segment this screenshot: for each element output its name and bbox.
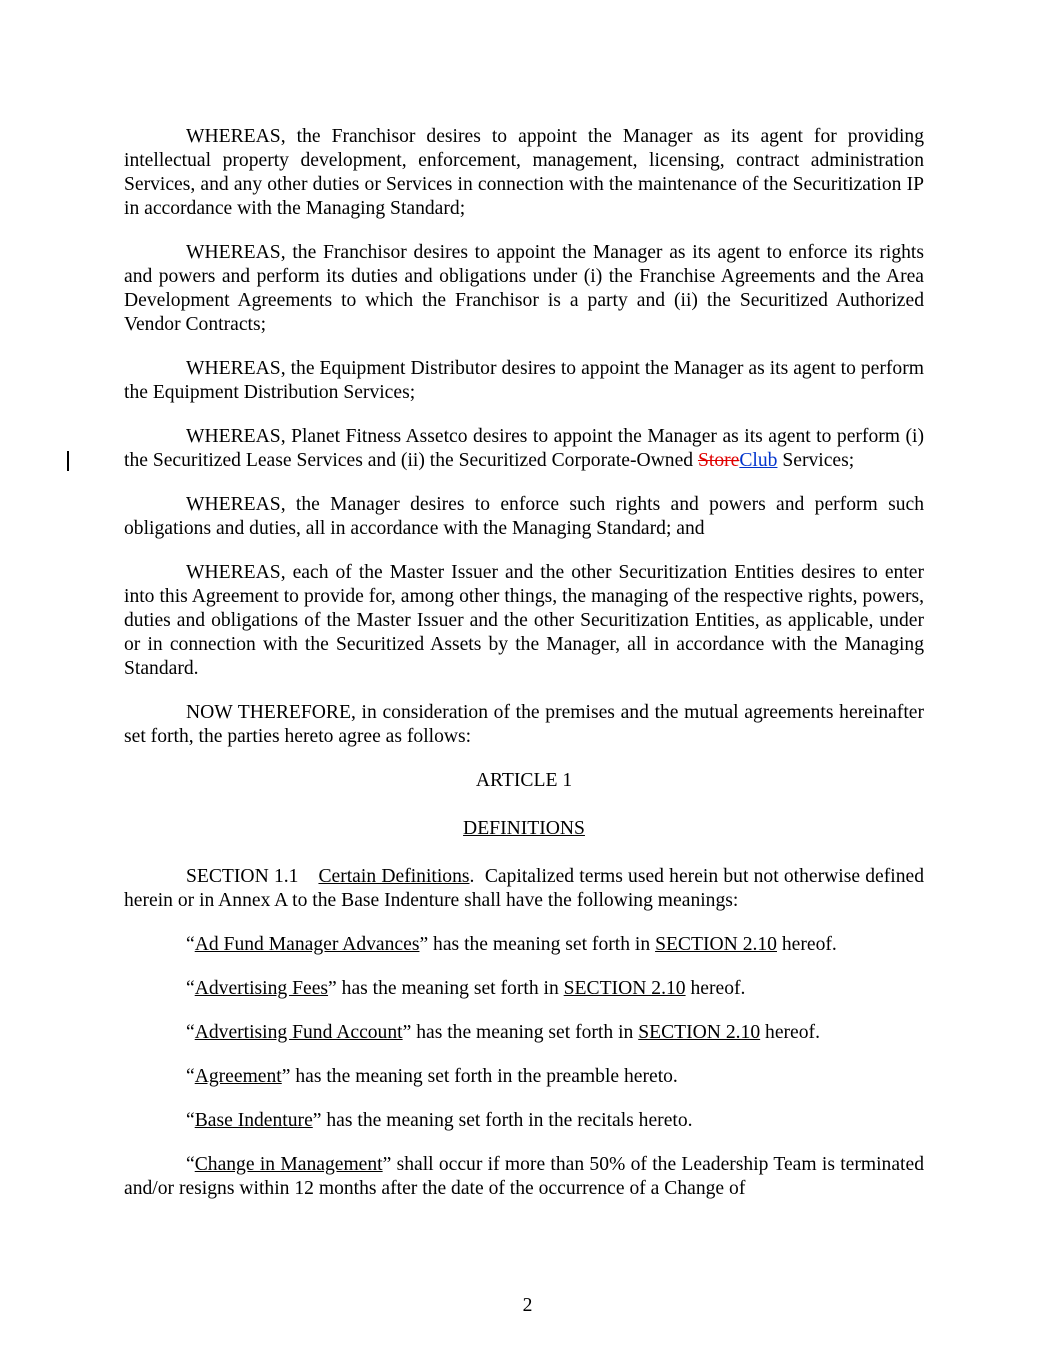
revision-change-bar [67,451,69,471]
open-quote: “ [186,1022,195,1043]
defined-term: Agreement [194,1066,282,1087]
section-text: Capitalized terms used herein but not otherwise defined herein or in Annex A to the Base Indenture shall have the following meanings: [124,866,925,911]
defined-term: Advertising Fund Account [194,1022,403,1043]
open-quote: “ [186,1110,195,1131]
inserted-text: Club [739,450,778,471]
recital-4-end: Services; [777,450,855,471]
defined-term: Change in Management [194,1154,383,1175]
recital-paragraph-1: WHEREAS, the Franchisor desires to appoint the Manager as its agent for providing intellectual property development, enforcement, management, licensing, contract administration Services, and any other duties or Services in connection with the maintenance of the Securitization IP in accordance with the Managing Standard; [124,126,924,219]
definition-item [124,933,924,957]
section-title-dot: . [469,866,475,887]
open-quote: “ [186,1154,195,1175]
recital-paragraph-6: WHEREAS, each of the Master Issuer and the other Securitization Entities desires to enter into this Agreement to provide for, among other things, the managing of the respective rights, powers, duties and obligations of the Master Issuer and the other Securitization Entities, as applicable, under or in connection with the Securitized Assets by the Manager, all in accordance with the Managing Standard. [124,562,924,679]
defined-term: Advertising Fees [194,978,329,999]
section-reference: SECTION 2.10 [563,978,686,999]
recital-4-text: WHEREAS, Planet Fitness Assetco desires to appoint the Manager as its agent to perform (i) the Securitized Lease Services and (ii) the Securitized Corporate-Owned [124,426,924,471]
deleted-text: Store [697,450,740,471]
defined-term: Ad Fund Manager Advances [194,934,420,955]
article-heading: ARTICLE 1 [475,770,573,791]
recital-paragraph-3: WHEREAS, the Equipment Distributor desires to appoint the Manager as its agent to perform the Equipment Distribution Services; [124,358,924,403]
definition-item [124,977,924,1001]
section-1-1 [124,865,924,913]
definition-item [124,1021,924,1045]
definition-text: ” has the meaning set forth in [328,978,564,999]
definition-item [124,1065,924,1089]
article-title: DEFINITIONS [463,818,585,839]
open-quote: “ [186,1066,195,1087]
definition-text: ” has the meaning set forth in [419,934,656,955]
open-quote: “ [186,934,195,955]
definition-text: ” has the meaning set forth in the recitals hereto. [312,1110,693,1131]
now-therefore-paragraph: NOW THEREFORE, in consideration of the premises and the mutual agreements hereinafter set forth, the parties hereto agree as follows: [124,702,924,747]
section-title: Certain Definitions [318,866,470,887]
recital-paragraph-4 [124,425,924,473]
section-number: SECTION 1.1 [186,866,299,887]
definition-end: hereof. [685,978,746,999]
definition-text: ” has the meaning set forth in the preamble hereto. [281,1066,678,1087]
definition-item [124,1153,924,1201]
recital-paragraph-5: WHEREAS, the Manager desires to enforce such rights and powers and perform such obligations and duties, all in accordance with the Managing Standard; and [124,494,924,539]
definition-text: ” shall occur if more than 50% of the Leadership Team is terminated and/or resigns within 12 months after the date of the occurrence of a Change of [124,1154,924,1199]
document-page [124,125,924,1221]
page-number: 2 [522,1295,533,1316]
definition-text: ” has the meaning set forth in [402,1022,639,1043]
definition-item [124,1109,924,1133]
defined-term: Base Indenture [194,1110,313,1131]
definition-end: hereof. [776,934,837,955]
recital-paragraph-2: WHEREAS, the Franchisor desires to appoint the Manager as its agent to enforce its rights and powers and perform its duties and obligations under (i) the Franchise Agreements and the Area Development Agreements to which the Franchisor is a party and (ii) the Securitized Authorized Vendor Contracts; [124,242,924,335]
section-reference: SECTION 2.10 [638,1022,761,1043]
definition-end: hereof. [760,1022,820,1043]
open-quote: “ [186,978,195,999]
section-reference: SECTION 2.10 [655,934,777,955]
